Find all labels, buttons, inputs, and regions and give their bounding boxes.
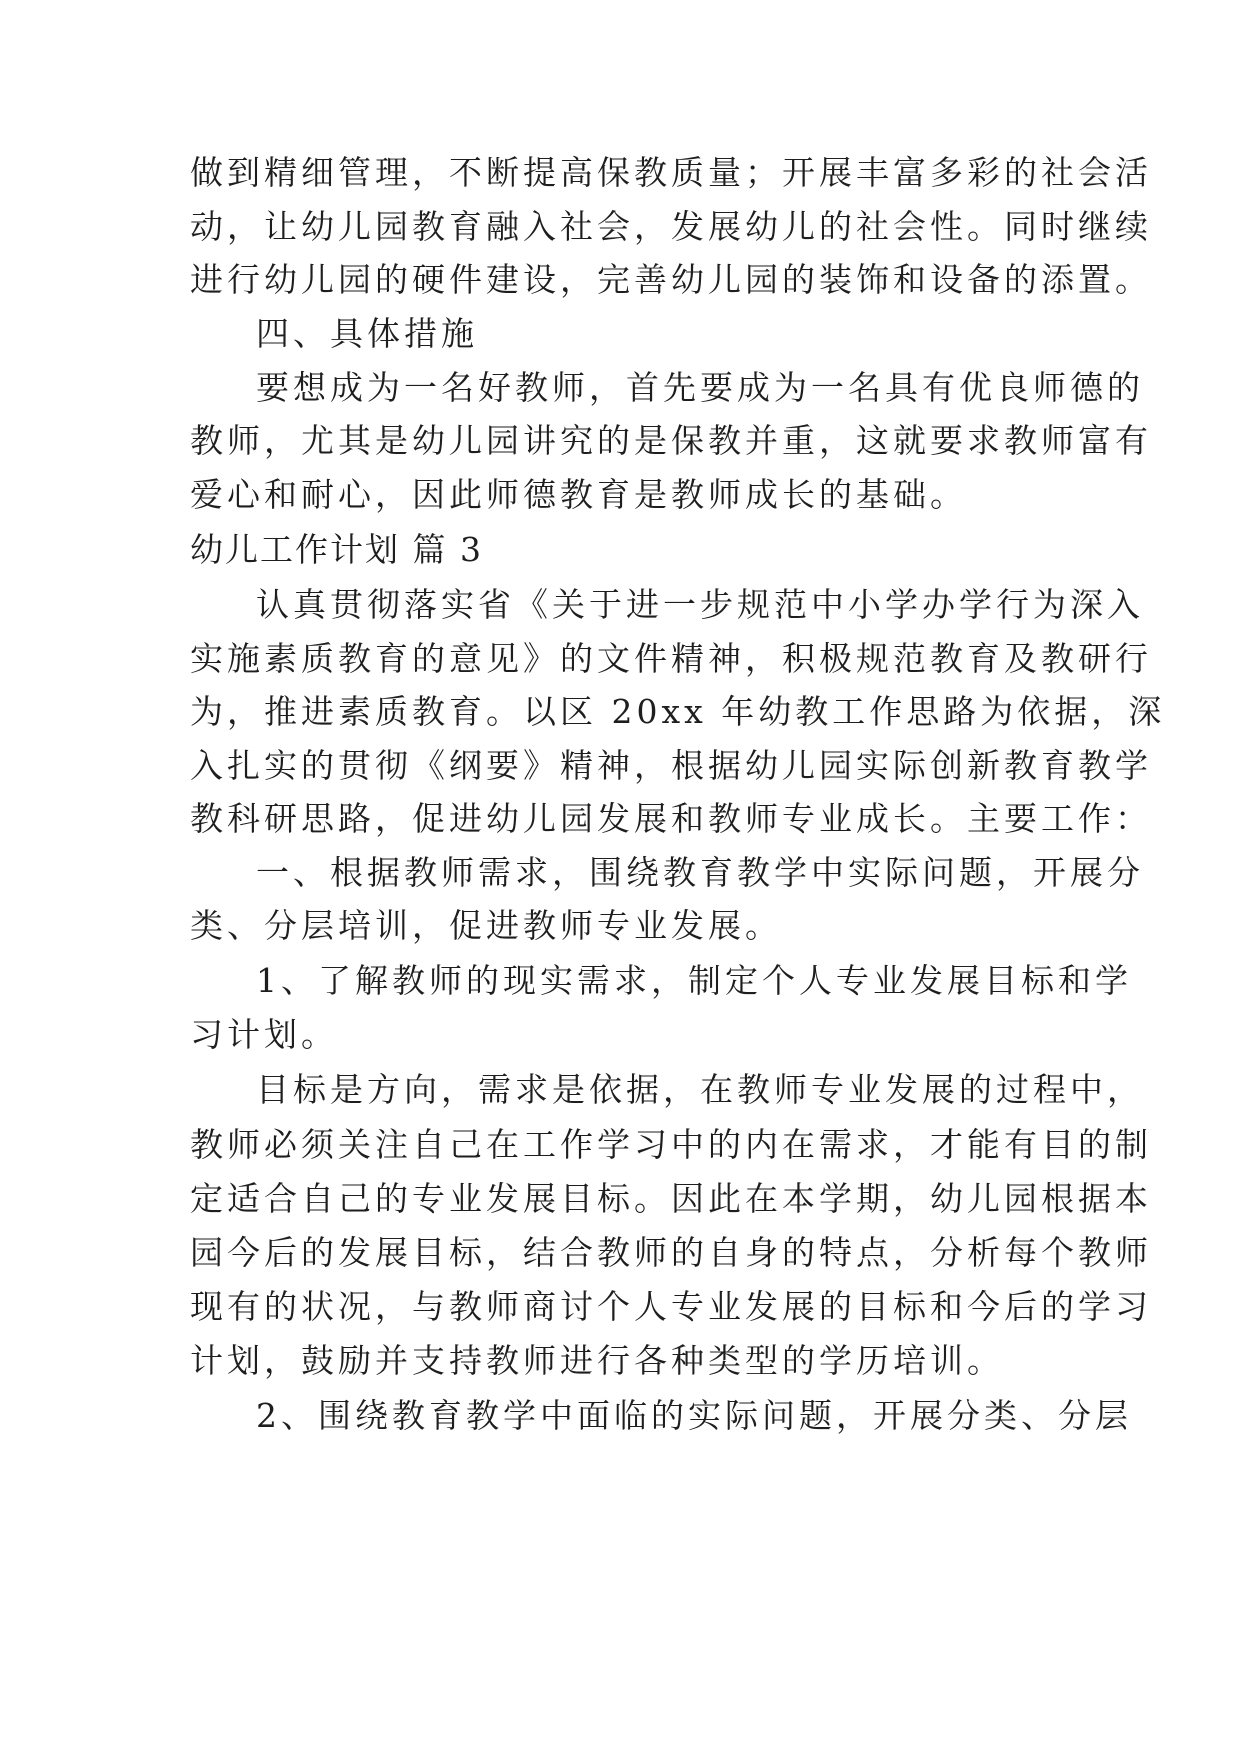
text-line: 认真贯彻落实省《关于进一步规范中小学办学行为深入 [256, 585, 1144, 624]
text-line: 教师，尤其是幼儿园讲究的是保教并重，这就要求教师富有 [190, 421, 1152, 460]
text-line: 实施素质教育的意见》的文件精神，积极规范教育及教研行 [190, 639, 1152, 678]
text-line: 爱心和耐心，因此师德教育是教师成长的基础。 [190, 475, 967, 514]
subsection-heading: 1、了解教师的现实需求，制定个人专业发展目标和学 [256, 961, 1132, 1000]
text-line: 目标是方向，需求是依据，在教师专业发展的过程中， [256, 1070, 1144, 1109]
text-line: 习计划。 [190, 1015, 338, 1054]
article-title: 幼儿工作计划 篇 3 [190, 530, 483, 569]
text-line: 教师必须关注自己在工作学习中的内在需求，才能有目的制 [190, 1125, 1152, 1164]
subsection-heading: 2、围绕教育教学中面临的实际问题，开展分类、分层 [256, 1396, 1132, 1435]
section-heading: 一、根据教师需求，围绕教育教学中实际问题，开展分 [256, 853, 1144, 892]
text-line: 现有的状况，与教师商讨个人专业发展的目标和今后的学习 [190, 1287, 1152, 1326]
text-line: 教科研思路，促进幼儿园发展和教师专业成长。主要工作： [190, 799, 1152, 838]
text-line: 类、分层培训，促进教师专业发展。 [190, 906, 782, 945]
text-line: 为，推进素质教育。以区 20xx 年幼教工作思路为依据，深 [190, 692, 1166, 731]
text-line: 进行幼儿园的硬件建设，完善幼儿园的装饰和设备的添置。 [190, 260, 1152, 299]
text-line: 动，让幼儿园教育融入社会，发展幼儿的社会性。同时继续 [190, 207, 1152, 246]
section-heading: 四、具体措施 [256, 314, 478, 353]
text-line: 入扎实的贯彻《纲要》精神，根据幼儿园实际创新教育教学 [190, 746, 1152, 785]
text-line: 定适合自己的专业发展目标。因此在本学期，幼儿园根据本 [190, 1179, 1152, 1218]
text-line: 计划，鼓励并支持教师进行各种类型的学历培训。 [190, 1341, 1004, 1380]
text-line: 做到精细管理，不断提高保教质量；开展丰富多彩的社会活 [190, 153, 1152, 192]
text-line: 园今后的发展目标，结合教师的自身的特点，分析每个教师 [190, 1233, 1152, 1272]
text-line: 要想成为一名好教师，首先要成为一名具有优良师德的 [256, 368, 1144, 407]
